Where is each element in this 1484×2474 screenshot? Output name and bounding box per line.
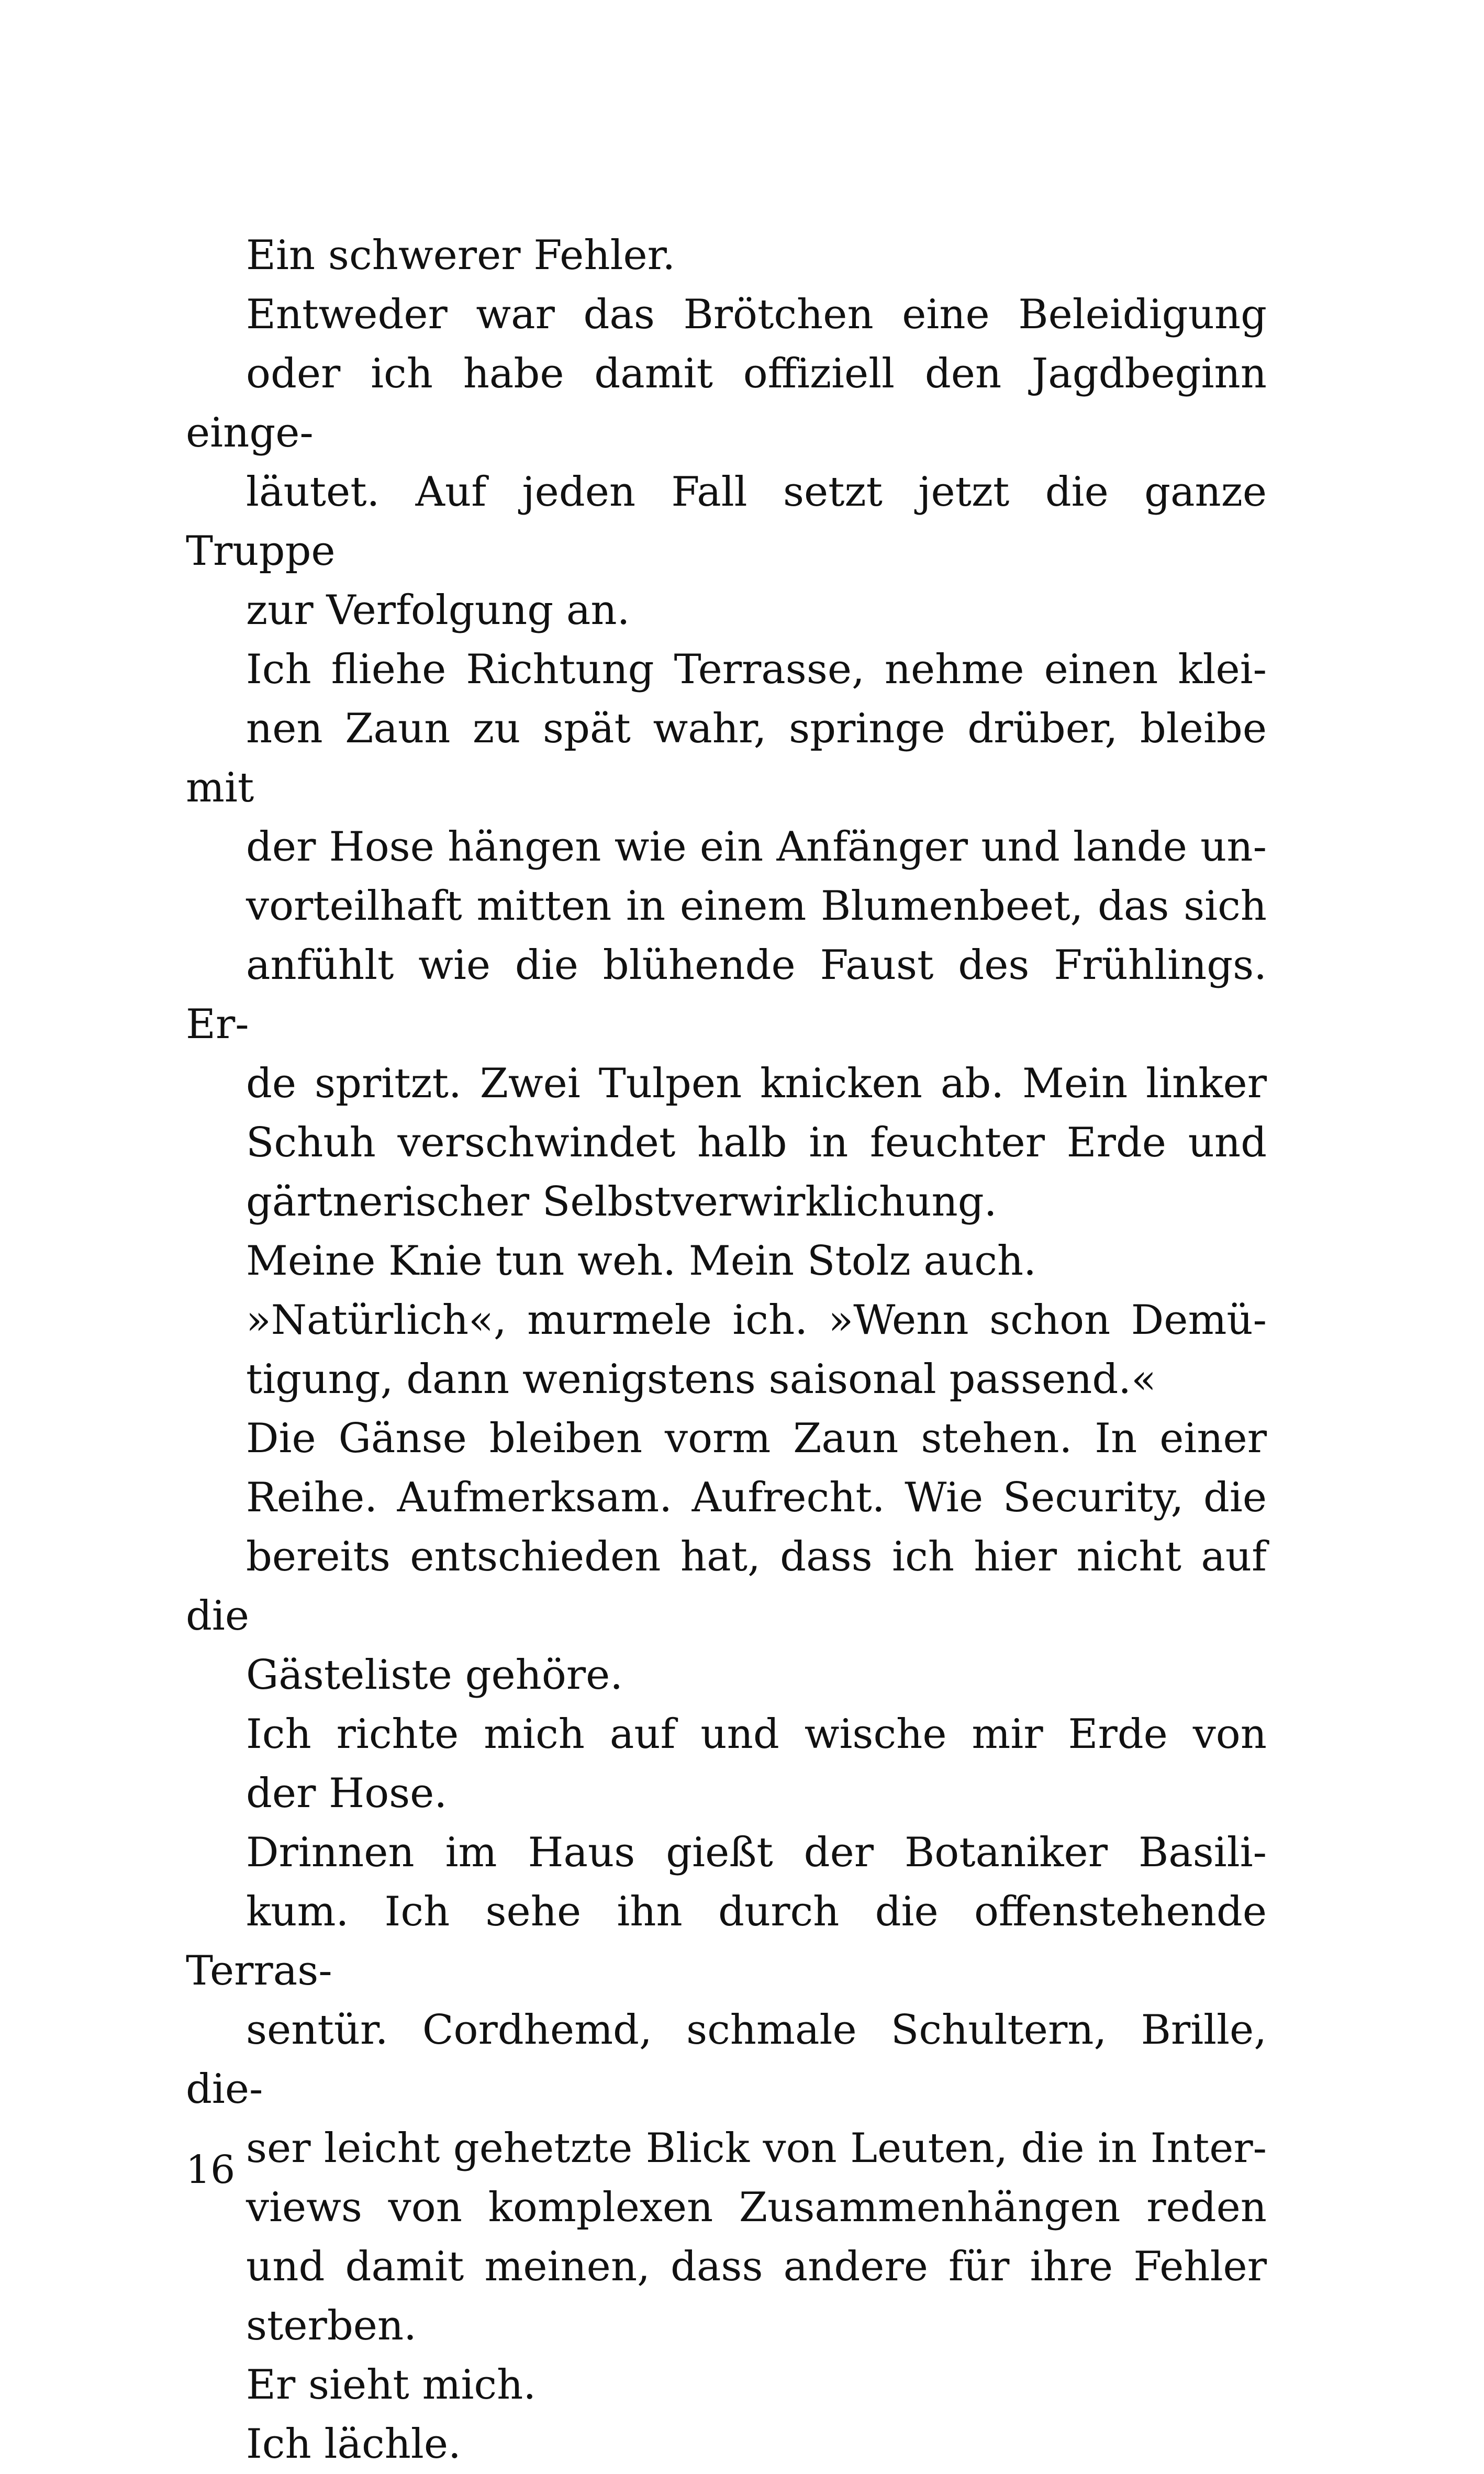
text-line: sterben. bbox=[246, 2302, 417, 2349]
text-line: Reihe. Aufmerksam. Aufrecht. Wie Security, die bbox=[246, 1474, 1267, 1521]
text-line: nen Zaun zu spät wahr, springe drüber, bleibe mit bbox=[186, 705, 1267, 811]
page-number: 16 bbox=[186, 2147, 236, 2192]
paragraph bbox=[186, 226, 1267, 285]
paragraph bbox=[186, 1409, 1267, 1705]
text-line: vorteilhaft mitten in einem Blumenbeet, das sich bbox=[246, 883, 1267, 930]
paragraph bbox=[186, 2415, 1267, 2474]
text-line: der Hose hängen wie ein Anfänger und lande un- bbox=[246, 823, 1267, 871]
text-line: »Natürlich«, murmele ich. »Wenn schon Demü- bbox=[246, 1297, 1267, 1344]
paragraph bbox=[186, 1823, 1267, 2356]
paragraph bbox=[186, 640, 1267, 1232]
text-line: Ich fliehe Richtung Terrasse, nehme einen klei- bbox=[246, 646, 1267, 693]
paragraph bbox=[186, 1705, 1267, 1823]
body-text bbox=[186, 226, 1267, 2474]
text-line: bereits entschieden hat, dass ich hier nicht auf die bbox=[186, 1533, 1267, 1640]
text-line: Ich lächle. bbox=[246, 2421, 461, 2468]
text-line: de spritzt. Zwei Tulpen knicken ab. Mein linker bbox=[246, 1060, 1267, 1107]
text-line: zur Verfolgung an. bbox=[246, 587, 630, 634]
text-line: läutet. Auf jeden Fall setzt jetzt die ganze Truppe bbox=[186, 469, 1267, 575]
text-line: views von komplexen Zusammenhängen reden bbox=[246, 2184, 1267, 2231]
text-line: Schuh verschwindet halb in feuchter Erde und bbox=[246, 1119, 1267, 1166]
text-line: Ich richte mich auf und wische mir Erde von bbox=[246, 1711, 1267, 1758]
text-line: Drinnen im Haus gießt der Botaniker Basili- bbox=[246, 1829, 1267, 1876]
paragraph bbox=[186, 285, 1267, 640]
text-line: kum. Ich sehe ihn durch die offenstehende Terras- bbox=[186, 1888, 1267, 1994]
text-line: Meine Knie tun weh. Mein Stolz auch. bbox=[246, 1238, 1036, 1285]
text-line: der Hose. bbox=[246, 1770, 448, 1817]
text-line: und damit meinen, dass andere für ihre Fehler bbox=[246, 2243, 1267, 2290]
text-line: Gästeliste gehöre. bbox=[246, 1652, 623, 1699]
paragraph bbox=[186, 1232, 1267, 1291]
text-line: Er sieht mich. bbox=[246, 2361, 537, 2409]
text-line: Die Gänse bleiben vorm Zaun stehen. In einer bbox=[246, 1415, 1267, 1462]
text-line: ser leicht gehetzte Blick von Leuten, die in Inter- bbox=[246, 2125, 1267, 2172]
text-line: Entweder war das Brötchen eine Beleidigung bbox=[246, 291, 1267, 338]
text-line: tigung, dann wenigstens saisonal passend.« bbox=[246, 1356, 1156, 1403]
text-line: oder ich habe damit offiziell den Jagdbeginn einge- bbox=[186, 350, 1267, 456]
paragraph bbox=[186, 1291, 1267, 1409]
text-line: gärtnerischer Selbstverwirklichung. bbox=[246, 1178, 997, 1225]
text-line: anfühlt wie die blühende Faust des Frühlings. Er- bbox=[186, 942, 1267, 1048]
text-line: Ein schwerer Fehler. bbox=[246, 232, 676, 279]
text-line: sentür. Cordhemd, schmale Schultern, Brille, die- bbox=[186, 2007, 1267, 2113]
paragraph bbox=[186, 2356, 1267, 2415]
